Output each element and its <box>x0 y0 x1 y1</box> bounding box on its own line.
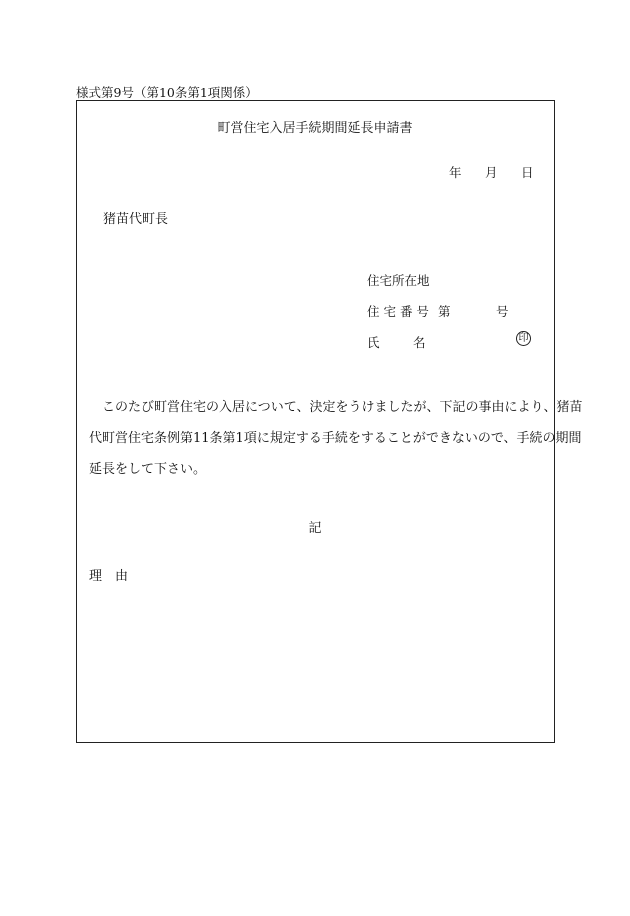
body-text-line-2: 代町営住宅条例第11条第1項に規定する手続をすることができないので、手続の期間 <box>89 431 582 446</box>
name-label-second: 名 <box>413 335 426 350</box>
address-label: 住宅所在地 <box>367 273 430 288</box>
housing-number-label: 住 宅 番 号 <box>367 304 429 319</box>
body-text-line-1: このたび町営住宅の入居について、決定をうけましたが、下記の事由により、猪苗 <box>89 400 583 415</box>
body-text-line-3: 延長をして下さい。 <box>89 462 207 477</box>
form-frame <box>76 100 555 743</box>
date-month-label: 月 <box>485 165 498 180</box>
date-day-label: 日 <box>521 165 534 180</box>
ki-heading: 記 <box>308 521 322 536</box>
reason-label: 理 由 <box>89 569 129 584</box>
name-label-first: 氏 <box>367 335 380 350</box>
addressee: 猪苗代町長 <box>103 212 169 227</box>
seal-mark: 印 <box>516 331 531 346</box>
date-year-label: 年 <box>449 165 462 180</box>
form-title: 町営住宅入居手続期間延長申請書 <box>217 121 413 136</box>
housing-number-suffix: 号 <box>496 304 509 319</box>
housing-number-prefix: 第 <box>438 304 451 319</box>
form-number: 様式第9号（第10条第1項関係） <box>76 85 258 100</box>
